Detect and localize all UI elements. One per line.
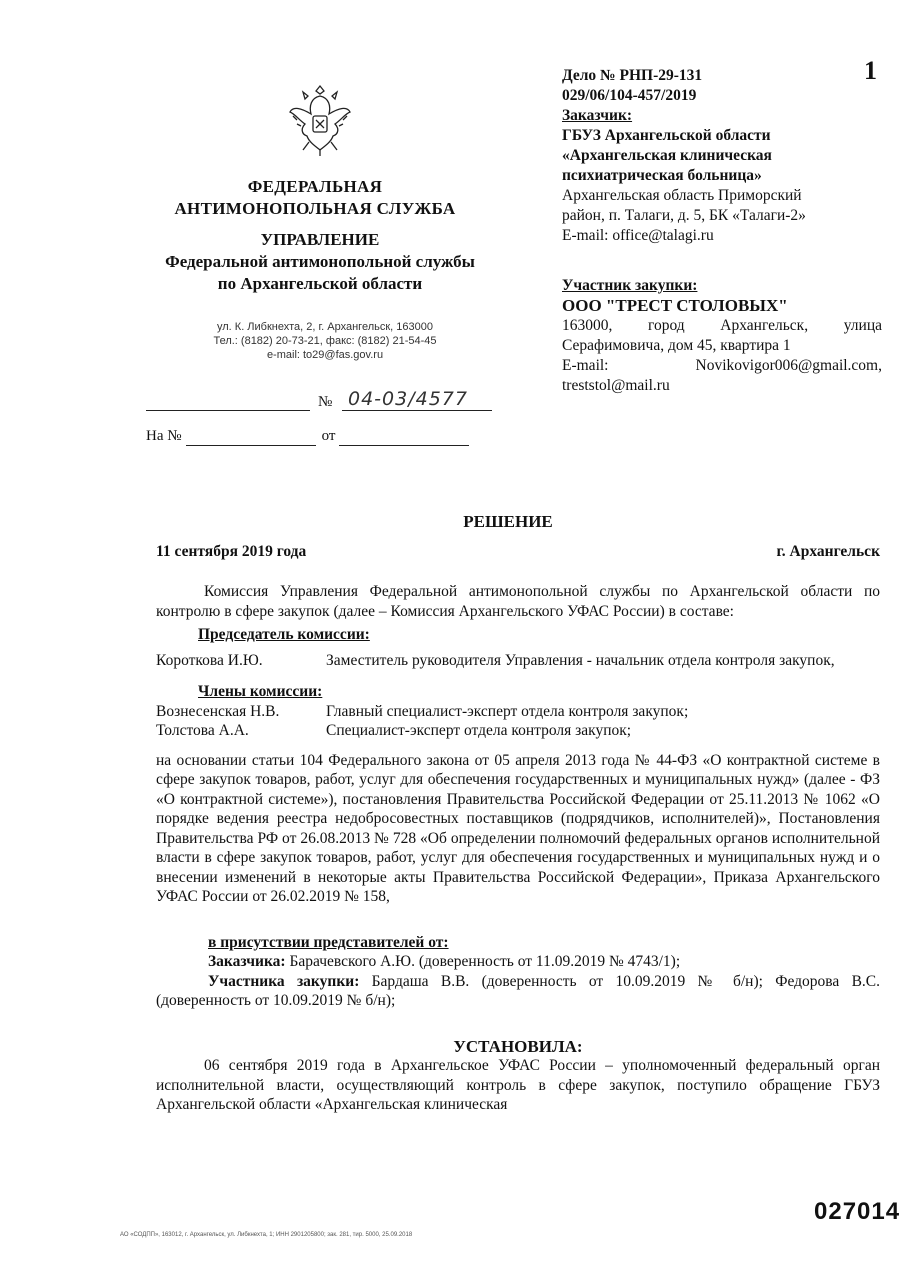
ot-label: от <box>321 428 336 444</box>
customer-name-3: психиатрическая больница» <box>562 167 762 184</box>
presence-label: в присутствии представителей от: <box>208 933 449 951</box>
customer-name-2: «Архангельская клиническая <box>562 147 772 164</box>
reg-no-handwritten: 04-03/4577 <box>348 388 468 410</box>
dept-line-2: Федеральной антимонопольной службы <box>165 252 475 271</box>
presence-participant-text: Бардаша В.В. (доверенность от 10.09.2019 № б/н); Федорова В.С. (доверенность от 10.09.2019 № б/н); <box>156 972 881 1009</box>
document-title: РЕШЕНИЕ <box>463 512 553 531</box>
decision-body <box>156 582 880 1115</box>
dept-line-3: по Архангельской области <box>217 274 423 293</box>
chair-row <box>156 651 880 671</box>
registration-number-line <box>146 388 506 418</box>
org-name <box>170 176 460 220</box>
participant-label: Участник закупки: <box>562 277 698 294</box>
customer-name-1: ГБУЗ Архангельской области <box>562 127 771 144</box>
participant-address-1 <box>562 316 882 336</box>
participant-address-2: Серафимовича, дом 45, квартира 1 <box>562 337 791 354</box>
reg-no-label: № <box>318 394 333 410</box>
chair-heading <box>156 625 880 645</box>
org-line-2: АНТИМОНОПОЛЬНАЯ СЛУЖБА <box>174 199 456 218</box>
case-reference: 029/06/104-457/2019 <box>562 87 697 104</box>
presence-customer-label: Заказчика: <box>208 953 286 970</box>
customer-email: E-mail: office@talagi.ru <box>562 227 714 244</box>
print-imprint: АО «СОДПП», 163012, г. Архангельск, ул. Либкнехта, 1; ИНН 2901205800; зак. 281, тир. 5000, 25.09.2018 <box>120 1232 413 1238</box>
participant-address-1a: 163000, <box>562 317 613 334</box>
presence-customer <box>156 952 880 972</box>
members-heading <box>156 682 880 702</box>
case-number: Дело № РНП-29-131 <box>562 67 703 84</box>
participant-address-1d: улица <box>843 317 882 334</box>
member-2-role: Специалист-эксперт отдела контроля закупок; <box>326 722 632 739</box>
address-line-3: e-mail: to29@fas.gov.ru <box>266 349 384 361</box>
decision-city: г. Архангельск <box>776 543 880 560</box>
chair-role: Заместитель руководителя Управления - начальник отдела контроля закупок, <box>326 651 835 669</box>
org-address <box>190 320 460 362</box>
presence-participant-label: Участника закупки: <box>208 972 360 990</box>
reply-to-line <box>146 428 506 446</box>
member-2-name: Толстова А.А. <box>156 722 249 739</box>
customer-label: Заказчик: <box>562 107 633 124</box>
page-number: 1 <box>864 56 877 85</box>
members-label: Члены комиссии: <box>198 683 323 700</box>
presence-participant <box>156 972 880 1011</box>
established-heading: УСТАНОВИЛА: <box>453 1036 583 1056</box>
basis-paragraph: на основании статьи 104 Федерального закона от 05 апреля 2013 года № 44-ФЗ «О контрактной системе в сфере закупок товаров, работ, услуг для обеспечения государственных и муниципальных нужд» (далее - ФЗ «О контрактной системе»), постановления Правительства Российской Федерации от 25.11.2013 № 1062 «О порядке ведения реестра недобросовестных поставщиков (подрядчиков, исполнителей)», Постановления Правительства РФ от 26.08.2013 № 728 «Об определении полномочий федеральных органов исполнительной власти в сфере закупок товаров, работ, услуг для обеспечения государственных и муниципальных нужд и о внесении изменений в некоторые акты Правительства Российской Федерации», Приказа Архангельского УФАС России от 26.02.2019 № 158, <box>156 751 880 905</box>
department-name <box>150 229 490 295</box>
na-label: На № <box>146 428 182 444</box>
form-serial-number: 027014 <box>814 1198 901 1225</box>
participant-email-1: Novikovigor006@gmail.com, <box>695 357 882 374</box>
ot-underline <box>339 428 469 446</box>
member-1-name: Вознесенская Н.В. <box>156 702 280 720</box>
address-line-1: ул. К. Либкнехта, 2, г. Архангельск, 163000 <box>217 321 433 333</box>
customer-address-2: район, п. Талаги, д. 5, БК «Талаги-2» <box>562 207 806 224</box>
decision-date: 11 сентября 2019 года <box>156 543 307 560</box>
reg-no-underline <box>342 410 492 411</box>
member-row-1 <box>156 702 880 722</box>
participant-email-row <box>562 356 882 376</box>
participant-email-2: treststol@mail.ru <box>562 377 670 394</box>
org-line-1: ФЕДЕРАЛЬНАЯ <box>247 177 383 196</box>
reg-date-underline <box>146 410 310 411</box>
date-line <box>156 543 880 561</box>
established-paragraph: 06 сентября 2019 года в Архангельское УФАС России – уполномоченный федеральный орган исполнительной власти, осуществляющий контроль в сфере закупок, поступило обращение ГБУЗ Архангельской области «Архангельская клиническая <box>156 1057 880 1113</box>
presence-heading <box>156 933 880 953</box>
coat-of-arms-icon <box>287 80 353 158</box>
addressee-block <box>562 66 882 396</box>
address-line-2: Тел.: (8182) 20-73-21, факс: (8182) 21-54-45 <box>213 335 437 347</box>
presence-customer-text: Барачевского А.Ю. (доверенность от 11.09.2019 № 4743/1); <box>289 953 681 970</box>
na-underline <box>186 428 316 446</box>
participant-email-label: E-mail: <box>562 357 609 374</box>
participant-name: ООО "ТРЕСТ СТОЛОВЫХ" <box>562 296 788 315</box>
participant-address-1c: Архангельск, <box>720 317 809 334</box>
intro-paragraph: Комиссия Управления Федеральной антимонопольной службы по Архангельской области по контролю в сфере закупок (далее – Комиссия Архангельского УФАС России) в составе: <box>156 583 880 620</box>
chair-label: Председатель комиссии: <box>198 626 370 643</box>
chair-name: Короткова И.Ю. <box>156 651 263 669</box>
participant-address-1b: город <box>648 317 685 334</box>
member-1-role: Главный специалист-эксперт отдела контроля закупок; <box>326 702 689 720</box>
customer-address-1: Архангельская область Приморский <box>562 187 802 204</box>
member-row-2 <box>156 721 880 741</box>
dept-line-1: УПРАВЛЕНИЕ <box>260 230 380 249</box>
